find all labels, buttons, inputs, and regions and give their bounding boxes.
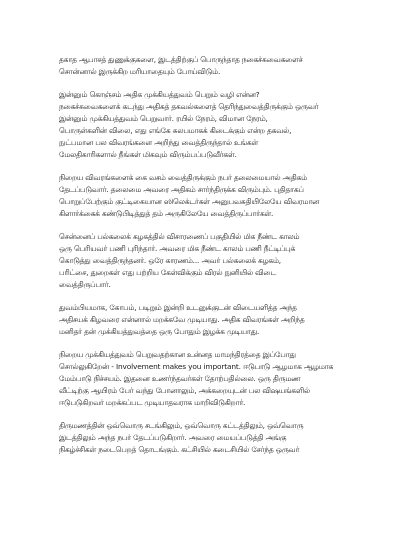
text-line: மேம்பாடு நிச்சயம். இதனை உணர்ந்தவர்கள் தோற்பதில்லை. ஒரு திருமண bbox=[59, 374, 301, 383]
text-line: கொடுத்து வைத்திருந்தனர். ஒரே காரணம்... அவர் பல்கலைக் கழகம், bbox=[59, 256, 281, 265]
paragraph-5 bbox=[59, 302, 364, 338]
text-line: ஈடுபடுகிறவர் மறக்கப்பட முடியாதவராக மாறிவிடுகிறார். bbox=[59, 398, 246, 407]
text-line: பரிட்சை, துறைகள் எது பற்றிய கேள்விக்கும் விரல் நுனியில் விடை bbox=[59, 268, 277, 277]
text-line: தேடப்படுவார். தலைமை அவரை அதிகம் சார்ந்திருக்க விரும்பும். புதிதாகப் bbox=[59, 185, 304, 194]
text-line: அதிசயக் கிழவரை என்னால் மறக்கவே முடியாது. அதிக விவரங்கள் அறிந்த bbox=[59, 315, 305, 324]
paragraph-3 bbox=[59, 172, 364, 220]
text-line: துவம்பியமாக, கோபம், படிறும் இன்றி உடனுக்குடன் விடையளித்த அந்த bbox=[59, 303, 297, 312]
text-line: நிறைய விவரங்களைக் கை வசம் வைத்திருக்கும் நபர் தலைமையால் அதிகம் bbox=[59, 173, 307, 182]
paragraph-6 bbox=[59, 349, 364, 409]
text-line: வீட்டிற்கு ஆயிரம் பேர் வந்து போனாலும், அக்கறையுடன் பல விஷயங்களில் bbox=[59, 386, 310, 395]
text-line: பொருள்களின் விலை, எது எங்கே சுலபமாகக் கிடைக்கும் என்ற தகவல், bbox=[59, 126, 292, 135]
paragraph-4 bbox=[59, 231, 364, 291]
text-line: மனிதர் தன் முக்கியத்துவத்தை ஒரு போதும் இழக்க முடியாது. bbox=[59, 327, 260, 336]
paragraph-1 bbox=[59, 54, 364, 78]
text-line: பொறுப்பேற்கும் குட்டிகையான ஸிலெக்டர்கள் அனுபவசுதியிலேயே விவரமான bbox=[59, 197, 320, 206]
text-line: நிகழ்ச்சிகள் நடைபெறத் தொடங்கும். கட்சியில் கடைசியில் சேர்ந்த ஒருவர் bbox=[59, 445, 300, 454]
text-line: கிளார்க்கைக் கண்டுபிடித்துத் தம் அருகிலேயே வைத்திருப்பார்கள். bbox=[59, 209, 274, 218]
paragraph-2 bbox=[59, 89, 364, 161]
text-line: சென்னைப் பல்கலைக் கழகத்தில் விசாரணைப் பகுதியில் மிக நீண்ட காலம் bbox=[59, 232, 300, 241]
text-line: வைத்திருப்பார். bbox=[59, 280, 111, 289]
text-line: நகைச்சுவைகளைக் கடந்து அதிகத் தகவல்களைத் தெரிந்துவைத்திருக்கும் ஒருவர் bbox=[59, 102, 319, 111]
text-line: சொன்னால் இருக்கிற மரியாதையும் போய்விடும். bbox=[59, 67, 221, 76]
text-line: மேலதிகாரிகளால் நீங்கள் மிகவும் விரும்பப்படுவீர்கள். bbox=[59, 150, 237, 159]
text-line: நுட்பமான பல விவரங்களை அறிந்து வைத்திருந்தால் உங்கள் bbox=[59, 138, 258, 147]
text-line: இன்னும் முக்கியத்துவம் பெறுவார். ரயில் நேரம், விமான நேரம், bbox=[59, 114, 268, 123]
text-line: திருமணத்தின் ஒவ்வொரு சடங்கிலும், ஒவ்வொரு கட்டத்திலும், ஒவ்வொரு bbox=[59, 421, 304, 430]
text-line: இடத்திலும் அந்த நபர் தேடப்படுகிறார். அவரை மையப்படுத்தி அங்கு bbox=[59, 433, 287, 442]
text-line: நிறைய முக்கியத்துவம் பெறுவதற்கான உன்னத மாமந்திரத்தை இப்போது bbox=[59, 350, 296, 359]
paragraph-7 bbox=[59, 420, 364, 456]
text-line: தகாத ஆபாசத் துணுக்குகளை, இடத்திற்குப் பொருந்தாத நகைச்சுவைகளைச் bbox=[59, 55, 303, 64]
text-line: ஒரு பெரியவர் பணி புரிந்தார். அவரை மிக நீண்ட காலம் பணி நீட்டிப்புக் bbox=[59, 244, 296, 253]
text-line: இன்னும் கொஞ்சம் அதிக முக்கியத்துவம் பெறும் வழி என்ன? bbox=[59, 90, 260, 99]
text-line: சொல்லுகிறேன் - Involvement makes you important. ஈடுபாடு ஆழமாக ஆழமாக bbox=[59, 362, 334, 371]
